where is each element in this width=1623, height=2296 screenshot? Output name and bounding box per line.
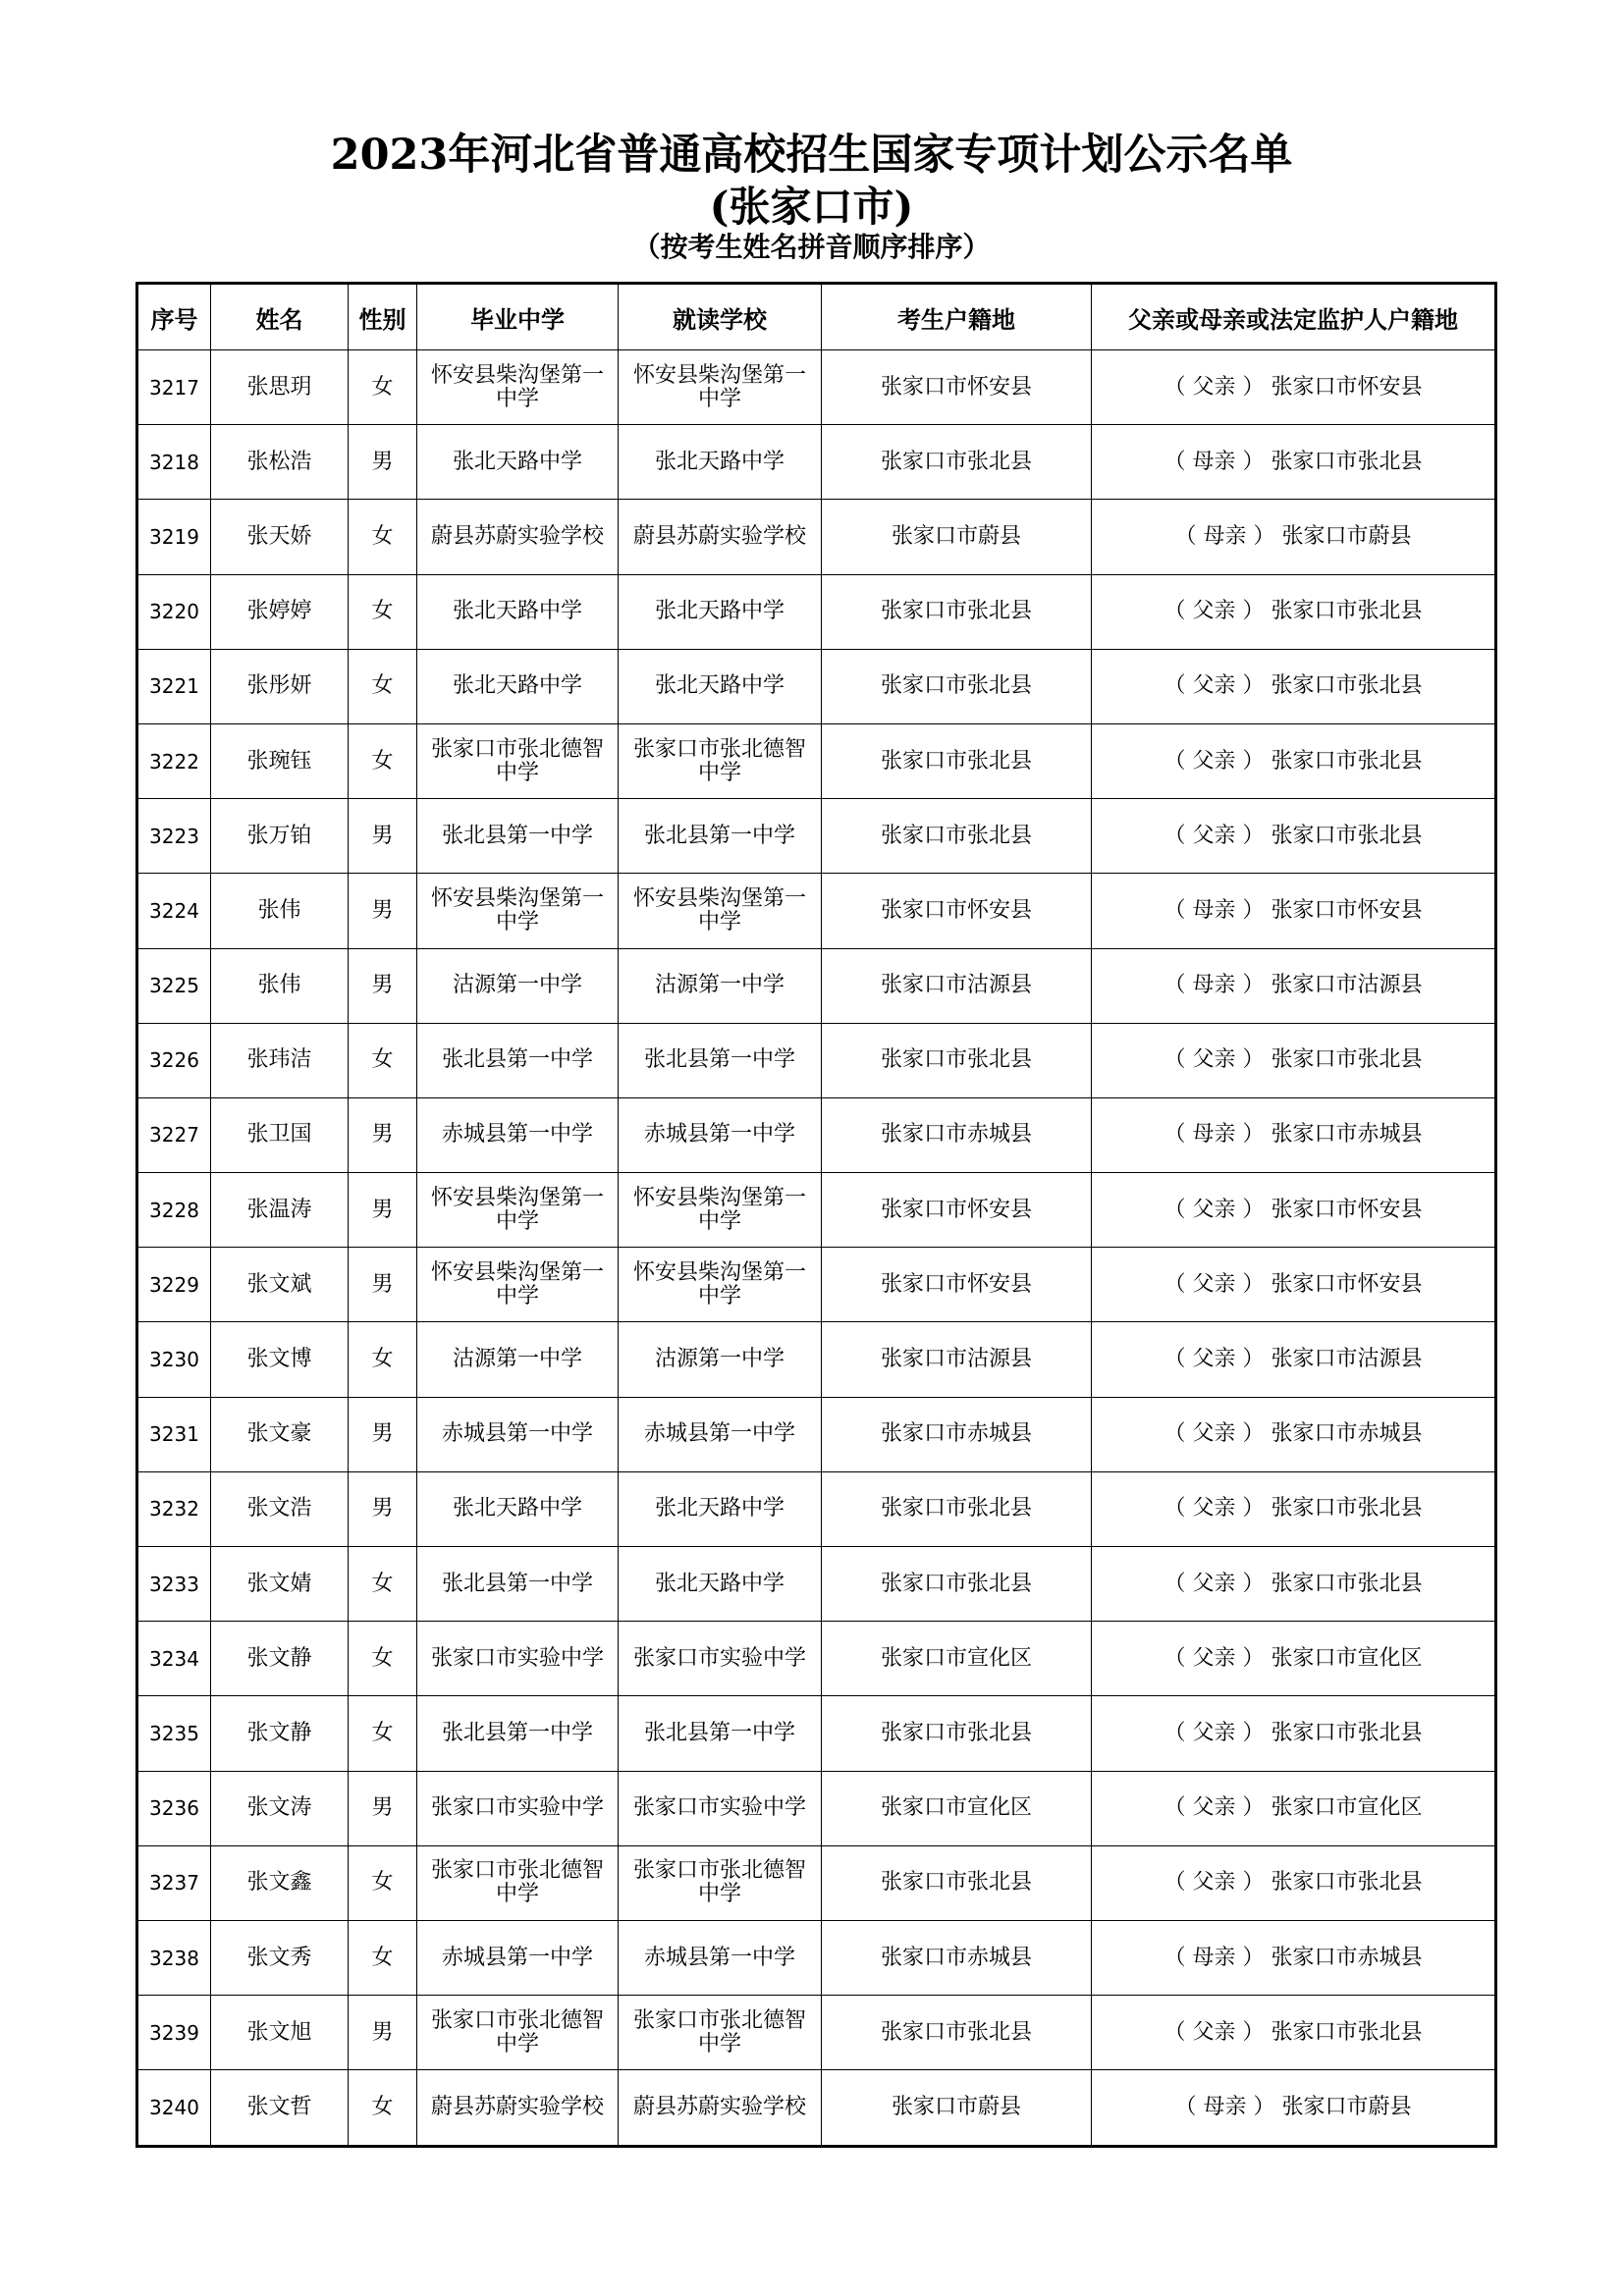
graduated-school-cell: 怀安县柴沟堡第一中学 bbox=[417, 874, 619, 948]
guardian-registration-cell: （ 父亲 ） 张家口市张北县 bbox=[1092, 799, 1496, 874]
household-registration-cell: 张家口市蔚县 bbox=[822, 500, 1092, 574]
current-school-cell: 张家口市张北德智中学 bbox=[619, 723, 822, 798]
table-row bbox=[137, 649, 1496, 723]
household-registration-cell: 张家口市张北县 bbox=[822, 1547, 1092, 1622]
seq-cell: 3237 bbox=[137, 1845, 211, 1920]
current-school-cell: 怀安县柴沟堡第一中学 bbox=[619, 1173, 822, 1248]
table-row bbox=[137, 1771, 1496, 1845]
table-row bbox=[137, 1173, 1496, 1248]
gender-cell: 女 bbox=[349, 1547, 417, 1622]
table-row bbox=[137, 948, 1496, 1023]
name-cell: 张彤妍 bbox=[211, 649, 349, 723]
seq-cell: 3217 bbox=[137, 350, 211, 425]
gender-cell: 男 bbox=[349, 1173, 417, 1248]
guardian-registration-cell: （ 母亲 ） 张家口市怀安县 bbox=[1092, 874, 1496, 948]
household-registration-cell: 张家口市怀安县 bbox=[822, 1248, 1092, 1322]
header-name: 姓名 bbox=[211, 284, 349, 350]
household-registration-cell: 张家口市蔚县 bbox=[822, 2070, 1092, 2146]
guardian-registration-cell: （ 父亲 ） 张家口市张北县 bbox=[1092, 1845, 1496, 1920]
guardian-registration-cell: （ 父亲 ） 张家口市宣化区 bbox=[1092, 1771, 1496, 1845]
current-school-cell: 张北县第一中学 bbox=[619, 799, 822, 874]
guardian-registration-cell: （ 母亲 ） 张家口市张北县 bbox=[1092, 425, 1496, 500]
graduated-school-cell: 怀安县柴沟堡第一中学 bbox=[417, 350, 619, 425]
name-cell: 张文静 bbox=[211, 1622, 349, 1696]
graduated-school-cell: 赤城县第一中学 bbox=[417, 1397, 619, 1471]
household-registration-cell: 张家口市张北县 bbox=[822, 1696, 1092, 1771]
name-cell: 张天娇 bbox=[211, 500, 349, 574]
page-title: 2023年河北省普通高校招生国家专项计划公示名单 bbox=[330, 131, 1293, 180]
name-cell: 张文涛 bbox=[211, 1771, 349, 1845]
seq-cell: 3236 bbox=[137, 1771, 211, 1845]
candidate-table bbox=[135, 282, 1497, 2148]
name-cell: 张文博 bbox=[211, 1322, 349, 1397]
household-registration-cell: 张家口市张北县 bbox=[822, 1471, 1092, 1546]
table-row bbox=[137, 1097, 1496, 1172]
gender-cell: 男 bbox=[349, 1771, 417, 1845]
household-registration-cell: 张家口市赤城县 bbox=[822, 1397, 1092, 1471]
gender-cell: 男 bbox=[349, 948, 417, 1023]
name-cell: 张松浩 bbox=[211, 425, 349, 500]
current-school-cell: 沽源第一中学 bbox=[619, 948, 822, 1023]
header-household-registration: 考生户籍地 bbox=[822, 284, 1092, 350]
seq-cell: 3230 bbox=[137, 1322, 211, 1397]
gender-cell: 男 bbox=[349, 1248, 417, 1322]
current-school-cell: 赤城县第一中学 bbox=[619, 1397, 822, 1471]
seq-cell: 3235 bbox=[137, 1696, 211, 1771]
gender-cell: 女 bbox=[349, 574, 417, 649]
name-cell: 张伟 bbox=[211, 874, 349, 948]
name-cell: 张文秀 bbox=[211, 1920, 349, 1995]
name-cell: 张温涛 bbox=[211, 1173, 349, 1248]
table-row bbox=[137, 1023, 1496, 1097]
current-school-cell: 怀安县柴沟堡第一中学 bbox=[619, 1248, 822, 1322]
current-school-cell: 张家口市实验中学 bbox=[619, 1771, 822, 1845]
current-school-cell: 张北天路中学 bbox=[619, 649, 822, 723]
graduated-school-cell: 张北县第一中学 bbox=[417, 1023, 619, 1097]
table-row bbox=[137, 1920, 1496, 1995]
name-cell: 张婷婷 bbox=[211, 574, 349, 649]
name-cell: 张卫国 bbox=[211, 1097, 349, 1172]
gender-cell: 女 bbox=[349, 1845, 417, 1920]
header-graduated-school: 毕业中学 bbox=[417, 284, 619, 350]
name-cell: 张思玥 bbox=[211, 350, 349, 425]
graduated-school-cell: 怀安县柴沟堡第一中学 bbox=[417, 1173, 619, 1248]
current-school-cell: 赤城县第一中学 bbox=[619, 1097, 822, 1172]
current-school-cell: 张北天路中学 bbox=[619, 574, 822, 649]
gender-cell: 女 bbox=[349, 723, 417, 798]
current-school-cell: 张北天路中学 bbox=[619, 1471, 822, 1546]
gender-cell: 女 bbox=[349, 1920, 417, 1995]
table-row bbox=[137, 1471, 1496, 1546]
guardian-registration-cell: （ 父亲 ） 张家口市沽源县 bbox=[1092, 1322, 1496, 1397]
table-row bbox=[137, 1248, 1496, 1322]
current-school-cell: 怀安县柴沟堡第一中学 bbox=[619, 874, 822, 948]
household-registration-cell: 张家口市沽源县 bbox=[822, 948, 1092, 1023]
household-registration-cell: 张家口市怀安县 bbox=[822, 350, 1092, 425]
household-registration-cell: 张家口市张北县 bbox=[822, 723, 1092, 798]
seq-cell: 3232 bbox=[137, 1471, 211, 1546]
name-cell: 张文婧 bbox=[211, 1547, 349, 1622]
household-registration-cell: 张家口市张北县 bbox=[822, 574, 1092, 649]
seq-cell: 3222 bbox=[137, 723, 211, 798]
name-cell: 张文旭 bbox=[211, 1996, 349, 2070]
current-school-cell: 蔚县苏蔚实验学校 bbox=[619, 2070, 822, 2146]
name-cell: 张玮洁 bbox=[211, 1023, 349, 1097]
seq-cell: 3238 bbox=[137, 1920, 211, 1995]
household-registration-cell: 张家口市张北县 bbox=[822, 1996, 1092, 2070]
guardian-registration-cell: （ 母亲 ） 张家口市蔚县 bbox=[1092, 2070, 1496, 2146]
gender-cell: 女 bbox=[349, 1322, 417, 1397]
household-registration-cell: 张家口市宣化区 bbox=[822, 1771, 1092, 1845]
seq-cell: 3234 bbox=[137, 1622, 211, 1696]
header-gender: 性别 bbox=[349, 284, 417, 350]
household-registration-cell: 张家口市怀安县 bbox=[822, 874, 1092, 948]
household-registration-cell: 张家口市赤城县 bbox=[822, 1920, 1092, 1995]
gender-cell: 女 bbox=[349, 649, 417, 723]
graduated-school-cell: 赤城县第一中学 bbox=[417, 1097, 619, 1172]
seq-cell: 3233 bbox=[137, 1547, 211, 1622]
name-cell: 张琬钰 bbox=[211, 723, 349, 798]
household-registration-cell: 张家口市宣化区 bbox=[822, 1622, 1092, 1696]
guardian-registration-cell: （ 父亲 ） 张家口市赤城县 bbox=[1092, 1397, 1496, 1471]
current-school-cell: 蔚县苏蔚实验学校 bbox=[619, 500, 822, 574]
table-row bbox=[137, 1397, 1496, 1471]
seq-cell: 3218 bbox=[137, 425, 211, 500]
name-cell: 张伟 bbox=[211, 948, 349, 1023]
table-row bbox=[137, 1622, 1496, 1696]
graduated-school-cell: 张北天路中学 bbox=[417, 1471, 619, 1546]
seq-cell: 3220 bbox=[137, 574, 211, 649]
household-registration-cell: 张家口市赤城县 bbox=[822, 1097, 1092, 1172]
seq-cell: 3239 bbox=[137, 1996, 211, 2070]
gender-cell: 男 bbox=[349, 1397, 417, 1471]
table-row bbox=[137, 1696, 1496, 1771]
name-cell: 张文浩 bbox=[211, 1471, 349, 1546]
current-school-cell: 张北县第一中学 bbox=[619, 1023, 822, 1097]
gender-cell: 男 bbox=[349, 1471, 417, 1546]
table-header-row bbox=[137, 284, 1496, 350]
name-cell: 张万铂 bbox=[211, 799, 349, 874]
graduated-school-cell: 张北天路中学 bbox=[417, 649, 619, 723]
seq-cell: 3219 bbox=[137, 500, 211, 574]
gender-cell: 女 bbox=[349, 1622, 417, 1696]
guardian-registration-cell: （ 父亲 ） 张家口市张北县 bbox=[1092, 1547, 1496, 1622]
gender-cell: 女 bbox=[349, 350, 417, 425]
header-guardian-registration: 父亲或母亲或法定监护人户籍地 bbox=[1092, 284, 1496, 350]
current-school-cell: 怀安县柴沟堡第一中学 bbox=[619, 350, 822, 425]
guardian-registration-cell: （ 父亲 ） 张家口市张北县 bbox=[1092, 723, 1496, 798]
guardian-registration-cell: （ 父亲 ） 张家口市张北县 bbox=[1092, 1696, 1496, 1771]
household-registration-cell: 张家口市张北县 bbox=[822, 1845, 1092, 1920]
gender-cell: 女 bbox=[349, 2070, 417, 2146]
current-school-cell: 沽源第一中学 bbox=[619, 1322, 822, 1397]
name-cell: 张文鑫 bbox=[211, 1845, 349, 1920]
table-row bbox=[137, 723, 1496, 798]
table-row bbox=[137, 799, 1496, 874]
current-school-cell: 张北县第一中学 bbox=[619, 1696, 822, 1771]
graduated-school-cell: 张家口市实验中学 bbox=[417, 1771, 619, 1845]
table-row bbox=[137, 1547, 1496, 1622]
seq-cell: 3231 bbox=[137, 1397, 211, 1471]
page-subtitle-city: (张家口市) bbox=[709, 183, 914, 231]
table-row bbox=[137, 574, 1496, 649]
table-row bbox=[137, 350, 1496, 425]
table-row bbox=[137, 2070, 1496, 2146]
household-registration-cell: 张家口市怀安县 bbox=[822, 1173, 1092, 1248]
name-cell: 张文豪 bbox=[211, 1397, 349, 1471]
gender-cell: 男 bbox=[349, 425, 417, 500]
graduated-school-cell: 张家口市张北德智中学 bbox=[417, 1845, 619, 1920]
graduated-school-cell: 张北县第一中学 bbox=[417, 799, 619, 874]
current-school-cell: 张家口市实验中学 bbox=[619, 1622, 822, 1696]
table-row bbox=[137, 1845, 1496, 1920]
guardian-registration-cell: （ 父亲 ） 张家口市怀安县 bbox=[1092, 1248, 1496, 1322]
table-row bbox=[137, 1322, 1496, 1397]
current-school-cell: 赤城县第一中学 bbox=[619, 1920, 822, 1995]
guardian-registration-cell: （ 父亲 ） 张家口市张北县 bbox=[1092, 574, 1496, 649]
table-row bbox=[137, 1996, 1496, 2070]
guardian-registration-cell: （ 父亲 ） 张家口市怀安县 bbox=[1092, 350, 1496, 425]
guardian-registration-cell: （ 父亲 ） 张家口市宣化区 bbox=[1092, 1622, 1496, 1696]
header-seq: 序号 bbox=[137, 284, 211, 350]
seq-cell: 3225 bbox=[137, 948, 211, 1023]
seq-cell: 3227 bbox=[137, 1097, 211, 1172]
name-cell: 张文斌 bbox=[211, 1248, 349, 1322]
header-current-school: 就读学校 bbox=[619, 284, 822, 350]
guardian-registration-cell: （ 父亲 ） 张家口市张北县 bbox=[1092, 1023, 1496, 1097]
graduated-school-cell: 张家口市实验中学 bbox=[417, 1622, 619, 1696]
guardian-registration-cell: （ 母亲 ） 张家口市赤城县 bbox=[1092, 1920, 1496, 1995]
guardian-registration-cell: （ 父亲 ） 张家口市张北县 bbox=[1092, 1471, 1496, 1546]
seq-cell: 3221 bbox=[137, 649, 211, 723]
gender-cell: 男 bbox=[349, 874, 417, 948]
seq-cell: 3229 bbox=[137, 1248, 211, 1322]
current-school-cell: 张北天路中学 bbox=[619, 425, 822, 500]
name-cell: 张文哲 bbox=[211, 2070, 349, 2146]
gender-cell: 男 bbox=[349, 1097, 417, 1172]
household-registration-cell: 张家口市沽源县 bbox=[822, 1322, 1092, 1397]
current-school-cell: 张北天路中学 bbox=[619, 1547, 822, 1622]
seq-cell: 3223 bbox=[137, 799, 211, 874]
graduated-school-cell: 蔚县苏蔚实验学校 bbox=[417, 500, 619, 574]
graduated-school-cell: 沽源第一中学 bbox=[417, 1322, 619, 1397]
page-subtitle-sort-note: （按考生姓名拼音顺序排序） bbox=[632, 231, 991, 263]
household-registration-cell: 张家口市张北县 bbox=[822, 649, 1092, 723]
graduated-school-cell: 张家口市张北德智中学 bbox=[417, 723, 619, 798]
guardian-registration-cell: （ 母亲 ） 张家口市赤城县 bbox=[1092, 1097, 1496, 1172]
gender-cell: 女 bbox=[349, 1696, 417, 1771]
graduated-school-cell: 张家口市张北德智中学 bbox=[417, 1996, 619, 2070]
current-school-cell: 张家口市张北德智中学 bbox=[619, 1845, 822, 1920]
seq-cell: 3240 bbox=[137, 2070, 211, 2146]
graduated-school-cell: 蔚县苏蔚实验学校 bbox=[417, 2070, 619, 2146]
guardian-registration-cell: （ 父亲 ） 张家口市张北县 bbox=[1092, 1996, 1496, 2070]
name-cell: 张文静 bbox=[211, 1696, 349, 1771]
graduated-school-cell: 怀安县柴沟堡第一中学 bbox=[417, 1248, 619, 1322]
graduated-school-cell: 沽源第一中学 bbox=[417, 948, 619, 1023]
gender-cell: 男 bbox=[349, 799, 417, 874]
table-row bbox=[137, 500, 1496, 574]
table-row bbox=[137, 425, 1496, 500]
table-row bbox=[137, 874, 1496, 948]
gender-cell: 女 bbox=[349, 1023, 417, 1097]
current-school-cell: 张家口市张北德智中学 bbox=[619, 1996, 822, 2070]
graduated-school-cell: 张北县第一中学 bbox=[417, 1696, 619, 1771]
gender-cell: 男 bbox=[349, 1996, 417, 2070]
seq-cell: 3228 bbox=[137, 1173, 211, 1248]
guardian-registration-cell: （ 父亲 ） 张家口市怀安县 bbox=[1092, 1173, 1496, 1248]
household-registration-cell: 张家口市张北县 bbox=[822, 799, 1092, 874]
guardian-registration-cell: （ 父亲 ） 张家口市张北县 bbox=[1092, 649, 1496, 723]
graduated-school-cell: 张北天路中学 bbox=[417, 425, 619, 500]
gender-cell: 女 bbox=[349, 500, 417, 574]
household-registration-cell: 张家口市张北县 bbox=[822, 1023, 1092, 1097]
household-registration-cell: 张家口市张北县 bbox=[822, 425, 1092, 500]
graduated-school-cell: 赤城县第一中学 bbox=[417, 1920, 619, 1995]
seq-cell: 3226 bbox=[137, 1023, 211, 1097]
guardian-registration-cell: （ 母亲 ） 张家口市蔚县 bbox=[1092, 500, 1496, 574]
graduated-school-cell: 张北天路中学 bbox=[417, 574, 619, 649]
seq-cell: 3224 bbox=[137, 874, 211, 948]
guardian-registration-cell: （ 母亲 ） 张家口市沽源县 bbox=[1092, 948, 1496, 1023]
graduated-school-cell: 张北县第一中学 bbox=[417, 1547, 619, 1622]
